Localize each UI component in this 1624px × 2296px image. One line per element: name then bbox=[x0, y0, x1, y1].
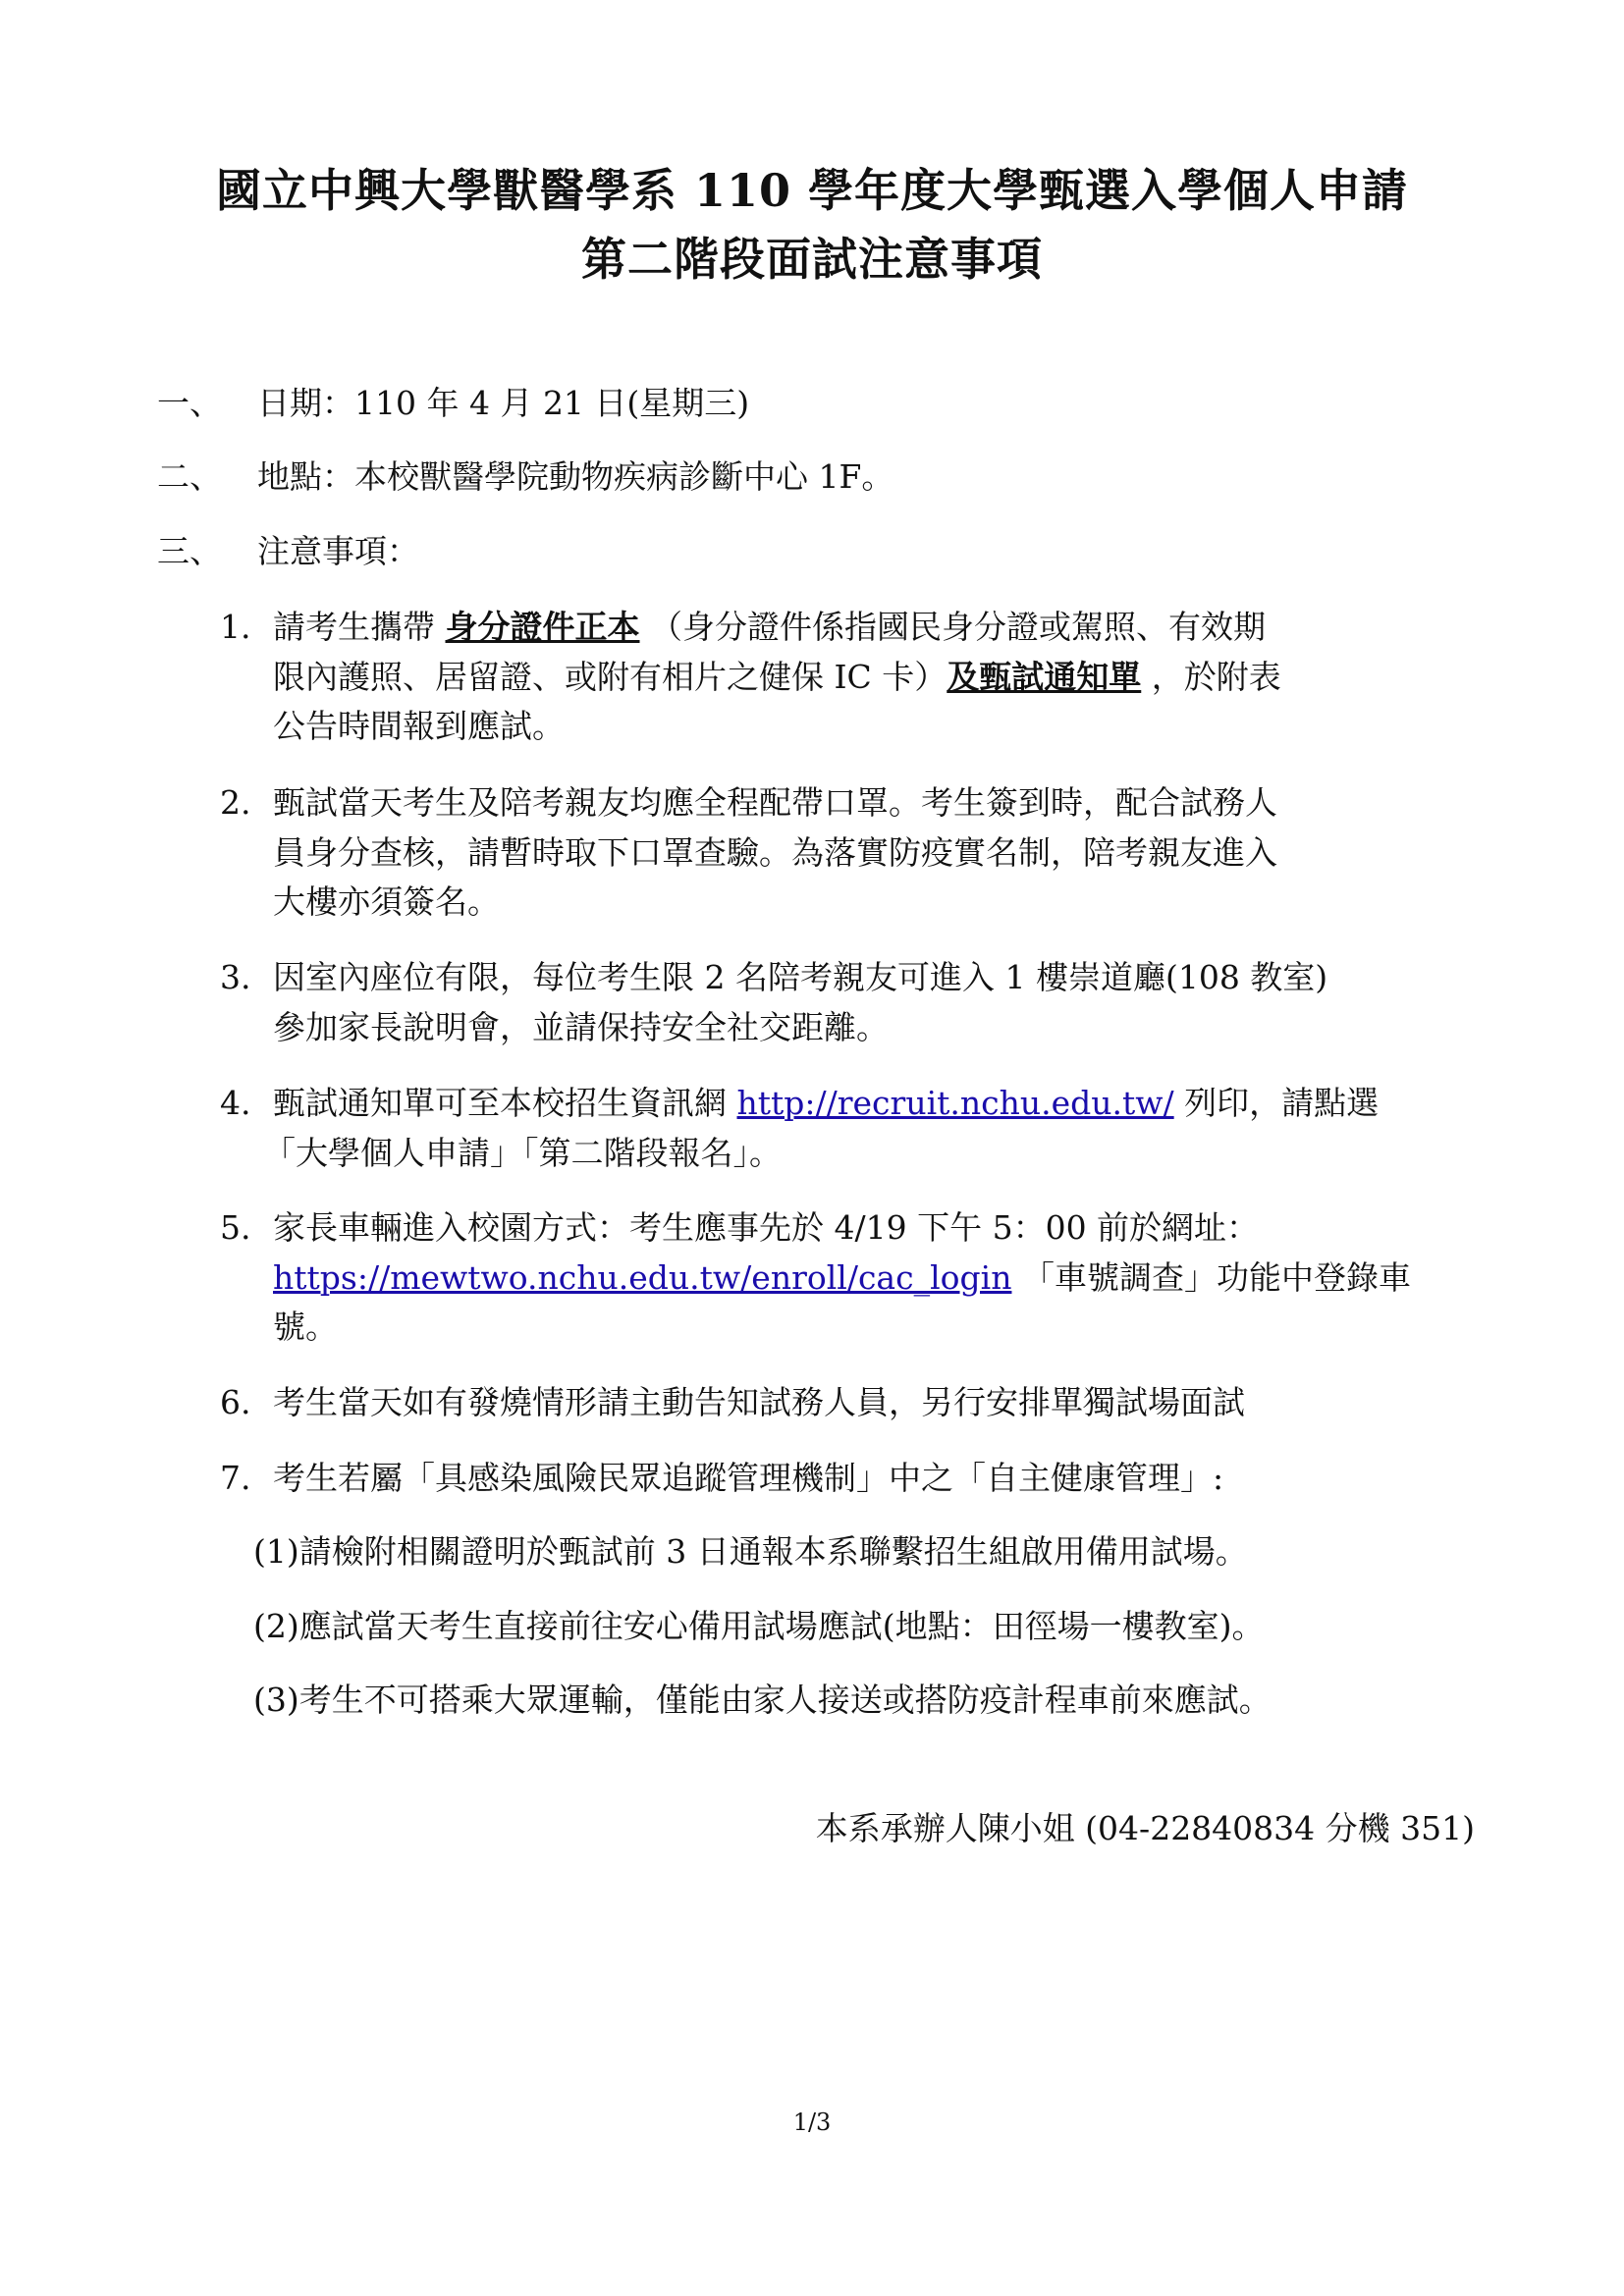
item-4-line2: 「大學個人申請」「第二階段報名」。 bbox=[263, 1134, 782, 1172]
recruit-site-link[interactable]: http://recruit.nchu.edu.tw/ bbox=[736, 1084, 1174, 1122]
item-5-line3: 號。 bbox=[273, 1308, 338, 1346]
item-1-line2 bbox=[273, 658, 1281, 697]
item-1-prefix: 請考生攜帶 bbox=[273, 608, 435, 646]
section-2-marker: 二、 bbox=[157, 457, 222, 496]
section-1-marker: 一、 bbox=[157, 384, 222, 422]
item-7-line1: 考生若屬「具感染風險民眾追蹤管理機制」中之「自主健康管理」: bbox=[273, 1459, 1224, 1497]
item-5-suffix: 「車號調查」功能中登錄車 bbox=[1021, 1258, 1411, 1297]
item-1-bold-notice: 及甄試通知單 bbox=[947, 658, 1142, 696]
item-7-sub2: (2)應試當天考生直接前往安心備用試場應試(地點：田徑場一樓教室)。 bbox=[253, 1607, 1265, 1645]
item-5-number: 5. bbox=[220, 1208, 251, 1247]
item-1-line2-tail: ，於附表 bbox=[1151, 658, 1281, 696]
item-1-line1 bbox=[273, 608, 1266, 647]
page-number: 1/3 bbox=[792, 2109, 832, 2136]
item-2-line2: 員身分查核，請暫時取下口罩查驗。為落實防疫實名制，陪考親友進入 bbox=[273, 833, 1277, 872]
item-5-line1: 家長車輛進入校園方式：考生應事先於 4/19 下午 5：00 前於網址： bbox=[273, 1208, 1260, 1247]
item-5-line2 bbox=[273, 1258, 1411, 1298]
item-3-line2: 參加家長說明會，並請保持安全社交距離。 bbox=[273, 1008, 889, 1046]
document-title-line2: 第二階段面試注意事項 bbox=[581, 233, 1043, 286]
item-6-line1: 考生當天如有發燒情形請主動告知試務人員，另行安排單獨試場面試 bbox=[273, 1383, 1245, 1421]
item-1-number: 1. bbox=[220, 608, 251, 646]
item-4-line1 bbox=[273, 1084, 1379, 1123]
item-2-number: 2. bbox=[220, 783, 251, 822]
item-7-sub3: (3)考生不可搭乘大眾運輸，僅能由家人接送或搭防疫計程車前來應試。 bbox=[253, 1681, 1272, 1719]
section-1-text: 日期：110 年 4 月 21 日(星期三) bbox=[257, 384, 750, 422]
contact-person: 本系承辦人陳小姐 (04-22840834 分機 351) bbox=[815, 1809, 1475, 1847]
item-2-line1: 甄試當天考生及陪考親友均應全程配帶口罩。考生簽到時，配合試務人 bbox=[273, 783, 1277, 822]
item-6-number: 6. bbox=[220, 1383, 251, 1421]
item-3-line1: 因室內座位有限，每位考生限 2 名陪考親友可進入 1 樓崇道廳(108 教室) bbox=[273, 958, 1328, 996]
vehicle-survey-link[interactable]: https://mewtwo.nchu.edu.tw/enroll/cac_login bbox=[273, 1258, 1012, 1297]
section-3-text: 注意事項： bbox=[257, 532, 419, 570]
item-1-middle: （身分證件係指國民身分證或駕照、有效期 bbox=[650, 608, 1266, 646]
document-title-line1: 國立中興大學獸醫學系 110 學年度大學甄選入學個人申請 bbox=[215, 164, 1409, 217]
item-4-suffix: 列印，請點選 bbox=[1184, 1084, 1380, 1122]
item-4-number: 4. bbox=[220, 1084, 251, 1122]
section-2-text: 地點：本校獸醫學院動物疾病診斷中心 1F。 bbox=[257, 457, 894, 496]
item-7-sub1: (1)請檢附相關證明於甄試前 3 日通報本系聯繫招生組啟用備用試場。 bbox=[253, 1532, 1248, 1571]
item-3-number: 3. bbox=[220, 958, 251, 996]
item-1-line3: 公告時間報到應試。 bbox=[273, 707, 565, 745]
item-4-prefix: 甄試通知單可至本校招生資訊網 bbox=[273, 1084, 727, 1122]
item-1-bold-id-original: 身分證件正本 bbox=[445, 608, 640, 646]
item-1-line2-text: 限內護照、居留證、或附有相片之健保 IC 卡） bbox=[273, 658, 947, 696]
item-2-line3: 大樓亦須簽名。 bbox=[273, 882, 500, 921]
item-7-number: 7. bbox=[220, 1459, 251, 1497]
section-3-marker: 三、 bbox=[157, 532, 222, 570]
